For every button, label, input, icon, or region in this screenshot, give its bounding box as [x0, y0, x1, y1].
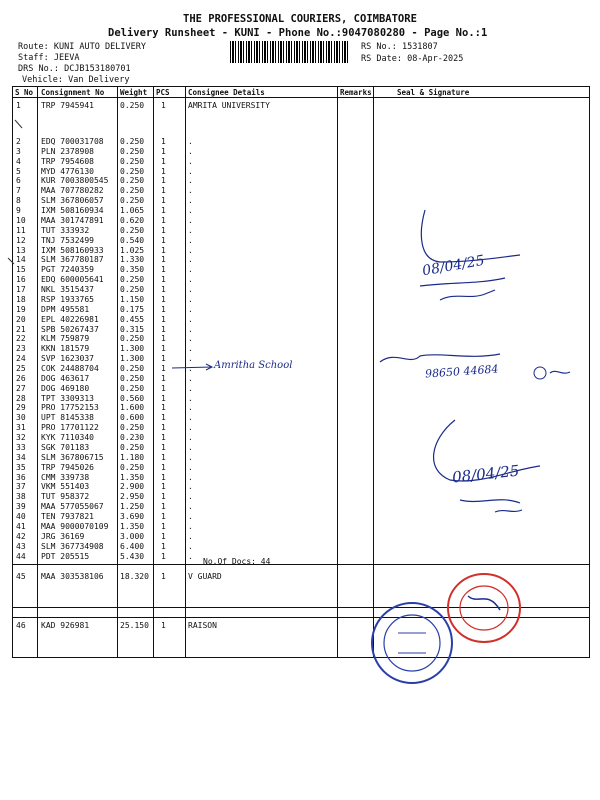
row-6-pcs: 1	[161, 176, 166, 186]
row-17-sno: 17	[16, 285, 26, 295]
row-42-consignee: .	[188, 531, 193, 541]
row-14-consignment: SLM 367780187	[41, 255, 104, 265]
row-5-consignment: MYD 4776130	[41, 166, 94, 176]
row-9-pcs: 1	[161, 206, 166, 216]
row-20-consignment: EPL 40226981	[41, 314, 99, 324]
row-29-pcs: 1	[161, 403, 166, 413]
row-40-consignee: .	[188, 512, 193, 522]
row-44-consignee: .	[188, 551, 193, 561]
row-25-pcs: 1	[161, 364, 166, 373]
drs-label: DRS No.:	[18, 64, 59, 74]
row-21-sno: 21	[16, 324, 26, 334]
row-8-weight: 0.250	[120, 196, 145, 206]
route-label: Route:	[18, 42, 49, 52]
row-34-pcs: 1	[161, 452, 166, 462]
row-10-weight: 0.620	[120, 215, 145, 225]
row-2-pcs: 1	[161, 137, 166, 146]
row-40-sno: 40	[16, 512, 26, 522]
row-10-pcs: 1	[161, 215, 166, 225]
row-34-consignment: SLM 367806715	[41, 452, 104, 462]
handwritten-date-1: 08/04/25	[421, 252, 486, 280]
row-38-consignee: .	[188, 492, 193, 502]
row-28-sno: 28	[16, 393, 26, 403]
row-27-consignee: .	[188, 383, 193, 393]
row-40-weight: 3.690	[120, 512, 145, 522]
row-13-sno: 13	[16, 245, 26, 255]
row-41-pcs: 1	[161, 521, 166, 531]
row-46-pcs: 1	[161, 621, 166, 630]
row-43-weight: 6.400	[120, 541, 145, 551]
row-21-pcs: 1	[161, 324, 166, 334]
row-20-weight: 0.455	[120, 314, 145, 324]
drs-value: DCJB153180701	[64, 64, 131, 74]
row-4-weight: 0.250	[120, 156, 145, 166]
row-30-sno: 30	[16, 413, 26, 423]
row-31-sno: 31	[16, 423, 26, 433]
row-46-consignment: KAD 926981	[41, 621, 90, 630]
row-16-consignee: .	[188, 275, 193, 285]
row-30-consignee: .	[188, 413, 193, 423]
row-36-consignment: CMM 339738	[41, 472, 90, 482]
col-seal-signature: Seal & Signature	[397, 88, 470, 97]
row-15-weight: 0.350	[120, 265, 145, 275]
row-34-consignee: .	[188, 452, 193, 462]
row-37-weight: 2.900	[120, 482, 145, 492]
row-23-weight: 1.300	[120, 344, 145, 354]
row-9-sno: 9	[16, 206, 21, 216]
row-15-consignment: PGT 7240359	[41, 265, 94, 275]
row-6-weight: 0.250	[120, 176, 145, 186]
row-35-consignee: .	[188, 462, 193, 472]
row-32-consignee: .	[188, 433, 193, 443]
row-3-sno: 3	[16, 146, 21, 156]
row-21-consignment: SPB 50267437	[41, 324, 99, 334]
row-18-pcs: 1	[161, 294, 166, 304]
row-18-sno: 18	[16, 294, 26, 304]
row-14-consignee: .	[188, 255, 193, 265]
row-23-pcs: 1	[161, 344, 166, 354]
row-13-pcs: 1	[161, 245, 166, 255]
vehicle-value: Van Delivery	[68, 75, 130, 85]
row-19-pcs: 1	[161, 304, 166, 314]
staff-value: JEEVA	[53, 53, 80, 63]
row-16-sno: 16	[16, 275, 26, 285]
row-8-pcs: 1	[161, 196, 166, 206]
row-19-sno: 19	[16, 304, 26, 314]
row-38-weight: 2.950	[120, 492, 145, 502]
row-22-consignment: KLM 759879	[41, 334, 90, 344]
row-5-weight: 0.250	[120, 166, 145, 176]
row-32-pcs: 1	[161, 433, 166, 443]
row-14-pcs: 1	[161, 255, 166, 265]
row-37-pcs: 1	[161, 482, 166, 492]
row-15-consignee: .	[188, 265, 193, 275]
row-30-weight: 0.600	[120, 413, 145, 423]
row-25-sno: 25	[16, 364, 26, 373]
row-4-consignment: TRP 7954608	[41, 156, 94, 166]
col-weight: Weight	[120, 88, 148, 97]
row-9-consignee: .	[188, 206, 193, 216]
row-3-consignee: .	[188, 146, 193, 156]
row-8-sno: 8	[16, 196, 21, 206]
docs-count: No.Of Docs: 44	[203, 557, 271, 566]
row-39-consignment: MAA 577055067	[41, 502, 104, 512]
row-42-sno: 42	[16, 531, 26, 541]
row-30-consignment: UPT 8145338	[41, 413, 94, 423]
handwritten-amritha-school: Amritha School	[214, 360, 293, 371]
row-11-weight: 0.250	[120, 225, 145, 235]
row-24-weight: 1.300	[120, 354, 145, 364]
row-7-pcs: 1	[161, 186, 166, 196]
row-41-consignment: MAA 9000070109	[41, 521, 109, 531]
row-3-consignment: PLN 2378908	[41, 146, 94, 156]
row-14-weight: 1.330	[120, 255, 145, 265]
row-4-consignee: .	[188, 156, 193, 166]
row-10-consignment: MAA 301747891	[41, 215, 104, 225]
row-9-weight: 1.065	[120, 206, 145, 216]
row-46-consignee: RAISON	[188, 621, 217, 630]
row-5-pcs: 1	[161, 166, 166, 176]
row-4-sno: 4	[16, 156, 21, 166]
route-value: KUNI AUTO DELIVERY	[53, 42, 146, 52]
row-7-sno: 7	[16, 186, 21, 196]
row-45-consignment: MAA 303538106	[41, 572, 104, 581]
row-3-pcs: 1	[161, 146, 166, 156]
raison-round-stamp	[372, 603, 452, 683]
row-39-weight: 1.250	[120, 502, 145, 512]
row-25-consignee: .	[188, 364, 193, 373]
row-42-weight: 3.000	[120, 531, 145, 541]
row-24-pcs: 1	[161, 354, 166, 364]
row-5-consignee: .	[188, 166, 193, 176]
row-12-sno: 12	[16, 235, 26, 245]
row-3-weight: 0.250	[120, 146, 145, 156]
row-27-sno: 27	[16, 383, 26, 393]
row-18-consignment: RSP 1933765	[41, 294, 94, 304]
row-41-consignee: .	[188, 521, 193, 531]
row-1-weight: 0.250	[120, 101, 145, 110]
row-6-sno: 6	[16, 176, 21, 186]
row-2-consignee: .	[188, 137, 193, 146]
rs-no-label: RS No.:	[361, 42, 397, 52]
row-23-consignee: .	[188, 344, 193, 354]
row-39-sno: 39	[16, 502, 26, 512]
row-41-weight: 1.350	[120, 521, 145, 531]
row-18-weight: 1.150	[120, 294, 145, 304]
row-33-weight: 0.250	[120, 442, 145, 452]
rs-date-value: 08-Apr-2025	[407, 54, 464, 64]
row-23-sno: 23	[16, 344, 26, 354]
row-42-consignment: JRG 36169	[41, 531, 85, 541]
row-30-pcs: 1	[161, 413, 166, 423]
company-title: THE PROFESSIONAL COURIERS, COIMBATORE	[183, 13, 417, 25]
row-35-pcs: 1	[161, 462, 166, 472]
row-28-pcs: 1	[161, 393, 166, 403]
row-32-consignment: KYK 7110340	[41, 433, 94, 443]
row-38-consignment: TUT 958372	[41, 492, 90, 502]
row-43-consignee: .	[188, 541, 193, 551]
row-15-pcs: 1	[161, 265, 166, 275]
row-21-weight: 0.315	[120, 324, 145, 334]
col-sno: S No	[15, 88, 34, 97]
row-45-consignee: V GUARD	[188, 572, 222, 581]
row-19-consignment: DPM 495581	[41, 304, 90, 314]
row-8-consignment: SLM 367806057	[41, 196, 104, 206]
row-19-weight: 0.175	[120, 304, 145, 314]
row-23-consignment: KKN 181579	[41, 344, 90, 354]
row-26-consignee: .	[188, 373, 193, 383]
row-14-sno: 14	[16, 255, 26, 265]
row-31-weight: 0.250	[120, 423, 145, 433]
row-32-sno: 32	[16, 433, 26, 443]
row-40-pcs: 1	[161, 512, 166, 522]
row-21-consignee: .	[188, 324, 193, 334]
row-45-weight: 18.320	[120, 572, 149, 581]
row-24-sno: 24	[16, 354, 26, 364]
row-27-consignment: DOG 469180	[41, 383, 90, 393]
row-11-pcs: 1	[161, 225, 166, 235]
row-44-sno: 44	[16, 551, 26, 561]
row-1-pcs: 1	[161, 101, 166, 110]
row-37-consignment: VKM 551403	[41, 482, 90, 492]
row-18-consignee: .	[188, 294, 193, 304]
row-2-weight: 0.250	[120, 137, 145, 146]
row-29-sno: 29	[16, 403, 26, 413]
row-32-weight: 0.230	[120, 433, 145, 443]
row-19-consignee: .	[188, 304, 193, 314]
row-33-consignee: .	[188, 442, 193, 452]
row-38-pcs: 1	[161, 492, 166, 502]
row-25-weight: 0.250	[120, 364, 145, 373]
row-37-sno: 37	[16, 482, 26, 492]
row-28-consignment: TPT 3309313	[41, 393, 94, 403]
row-44-pcs: 1	[161, 551, 166, 561]
row-2-consignment: EDQ 700031708	[41, 137, 104, 146]
row-11-consignment: TUT 333932	[41, 225, 90, 235]
row-12-consignee: .	[188, 235, 193, 245]
row-36-consignee: .	[188, 472, 193, 482]
row-8-consignee: .	[188, 196, 193, 206]
row-45-pcs: 1	[161, 572, 166, 581]
row-12-pcs: 1	[161, 235, 166, 245]
row-26-consignment: DOG 463617	[41, 373, 90, 383]
row-4-pcs: 1	[161, 156, 166, 166]
col-pcs: PCS	[156, 88, 170, 97]
row-6-consignee: .	[188, 176, 193, 186]
row-24-consignment: SVP 1623037	[41, 354, 94, 364]
row-20-pcs: 1	[161, 314, 166, 324]
row-10-sno: 10	[16, 215, 26, 225]
row-36-pcs: 1	[161, 472, 166, 482]
row-7-weight: 0.250	[120, 186, 145, 196]
row-17-consignment: NKL 3515437	[41, 285, 94, 295]
row-26-weight: 0.250	[120, 373, 145, 383]
row-1-consignee: AMRITA UNIVERSITY	[188, 101, 270, 110]
row-34-sno: 34	[16, 452, 26, 462]
row-15-sno: 15	[16, 265, 26, 275]
row-16-weight: 0.250	[120, 275, 145, 285]
row-12-weight: 0.540	[120, 235, 145, 245]
row-44-consignment: PDT 205515	[41, 551, 90, 561]
row-17-consignee: .	[188, 285, 193, 295]
row-28-weight: 0.560	[120, 393, 145, 403]
row-35-weight: 0.250	[120, 462, 145, 472]
row-9-consignment: IXM 508160934	[41, 206, 104, 216]
row-22-weight: 0.250	[120, 334, 145, 344]
handwritten-phone: 98650 44684	[424, 362, 499, 381]
row-33-pcs: 1	[161, 442, 166, 452]
rs-date-label: RS Date:	[361, 54, 402, 64]
row-22-consignee: .	[188, 334, 193, 344]
row-13-consignee: .	[188, 245, 193, 255]
row-39-pcs: 1	[161, 502, 166, 512]
row-31-pcs: 1	[161, 423, 166, 433]
row-42-pcs: 1	[161, 531, 166, 541]
row-11-sno: 11	[16, 225, 26, 235]
row-26-pcs: 1	[161, 373, 166, 383]
staff-label: Staff:	[18, 53, 49, 63]
row-2-sno: 2	[16, 137, 21, 146]
row-40-consignment: TEN 7937821	[41, 512, 94, 522]
row-17-pcs: 1	[161, 285, 166, 295]
row-7-consignment: MAA 707780282	[41, 186, 104, 196]
row-16-pcs: 1	[161, 275, 166, 285]
red-company-stamp	[448, 574, 520, 642]
row-22-sno: 22	[16, 334, 26, 344]
row-31-consignee: .	[188, 423, 193, 433]
row-6-consignment: KUR 7003800545	[41, 176, 109, 186]
row-22-pcs: 1	[161, 334, 166, 344]
row-11-consignee: .	[188, 225, 193, 235]
row-41-sno: 41	[16, 521, 26, 531]
row-36-sno: 36	[16, 472, 26, 482]
row-37-consignee: .	[188, 482, 193, 492]
row-43-sno: 43	[16, 541, 26, 551]
row-43-consignment: SLM 367734908	[41, 541, 104, 551]
row-13-consignment: IXM 508160933	[41, 245, 104, 255]
row-1-sno: 1	[16, 101, 21, 110]
row-16-consignment: EDQ 600005641	[41, 275, 104, 285]
row-27-pcs: 1	[161, 383, 166, 393]
handwritten-date-2: 08/04/25	[451, 461, 521, 487]
row-39-consignee: .	[188, 502, 193, 512]
row-44-weight: 5.430	[120, 551, 145, 561]
row-25-consignment: COK 24488704	[41, 364, 99, 373]
row-29-consignee: .	[188, 403, 193, 413]
runsheet-title: Delivery Runsheet - KUNI - Phone No.:9047080280 - Page No.:1	[108, 27, 488, 39]
row-10-consignee: .	[188, 215, 193, 225]
vehicle-label: Vehicle:	[22, 75, 63, 85]
row-38-sno: 38	[16, 492, 26, 502]
row-20-sno: 20	[16, 314, 26, 324]
row-33-consignment: SGK 701183	[41, 442, 90, 452]
row-35-consignment: TRP 7945026	[41, 462, 94, 472]
rs-no-value: 1531807	[401, 42, 438, 52]
row-1-consignment: TRP 7945941	[41, 101, 94, 110]
col-remarks: Remarks	[340, 88, 372, 97]
col-consignment-no: Consignment No	[41, 88, 105, 97]
row-7-consignee: .	[188, 186, 193, 196]
row-33-sno: 33	[16, 442, 26, 452]
row-28-consignee: .	[188, 393, 193, 403]
row-46-sno: 46	[16, 621, 26, 630]
col-consignee-details: Consignee Details	[188, 88, 265, 97]
row-27-weight: 0.250	[120, 383, 145, 393]
row-24-consignee: .	[188, 354, 193, 364]
row-26-sno: 26	[16, 373, 26, 383]
row-31-consignment: PRO 17701122	[41, 423, 99, 433]
row-45-sno: 45	[16, 572, 26, 581]
row-35-sno: 35	[16, 462, 26, 472]
row-46-weight: 25.150	[120, 621, 149, 630]
row-34-weight: 1.180	[120, 452, 145, 462]
row-17-weight: 0.250	[120, 285, 145, 295]
row-29-consignment: PRO 17752153	[41, 403, 99, 413]
row-43-pcs: 1	[161, 541, 166, 551]
row-12-consignment: TNJ 7532499	[41, 235, 94, 245]
row-36-weight: 1.350	[120, 472, 145, 482]
row-5-sno: 5	[16, 166, 21, 176]
row-20-consignee: .	[188, 314, 193, 324]
row-13-weight: 1.025	[120, 245, 145, 255]
row-29-weight: 1.600	[120, 403, 145, 413]
